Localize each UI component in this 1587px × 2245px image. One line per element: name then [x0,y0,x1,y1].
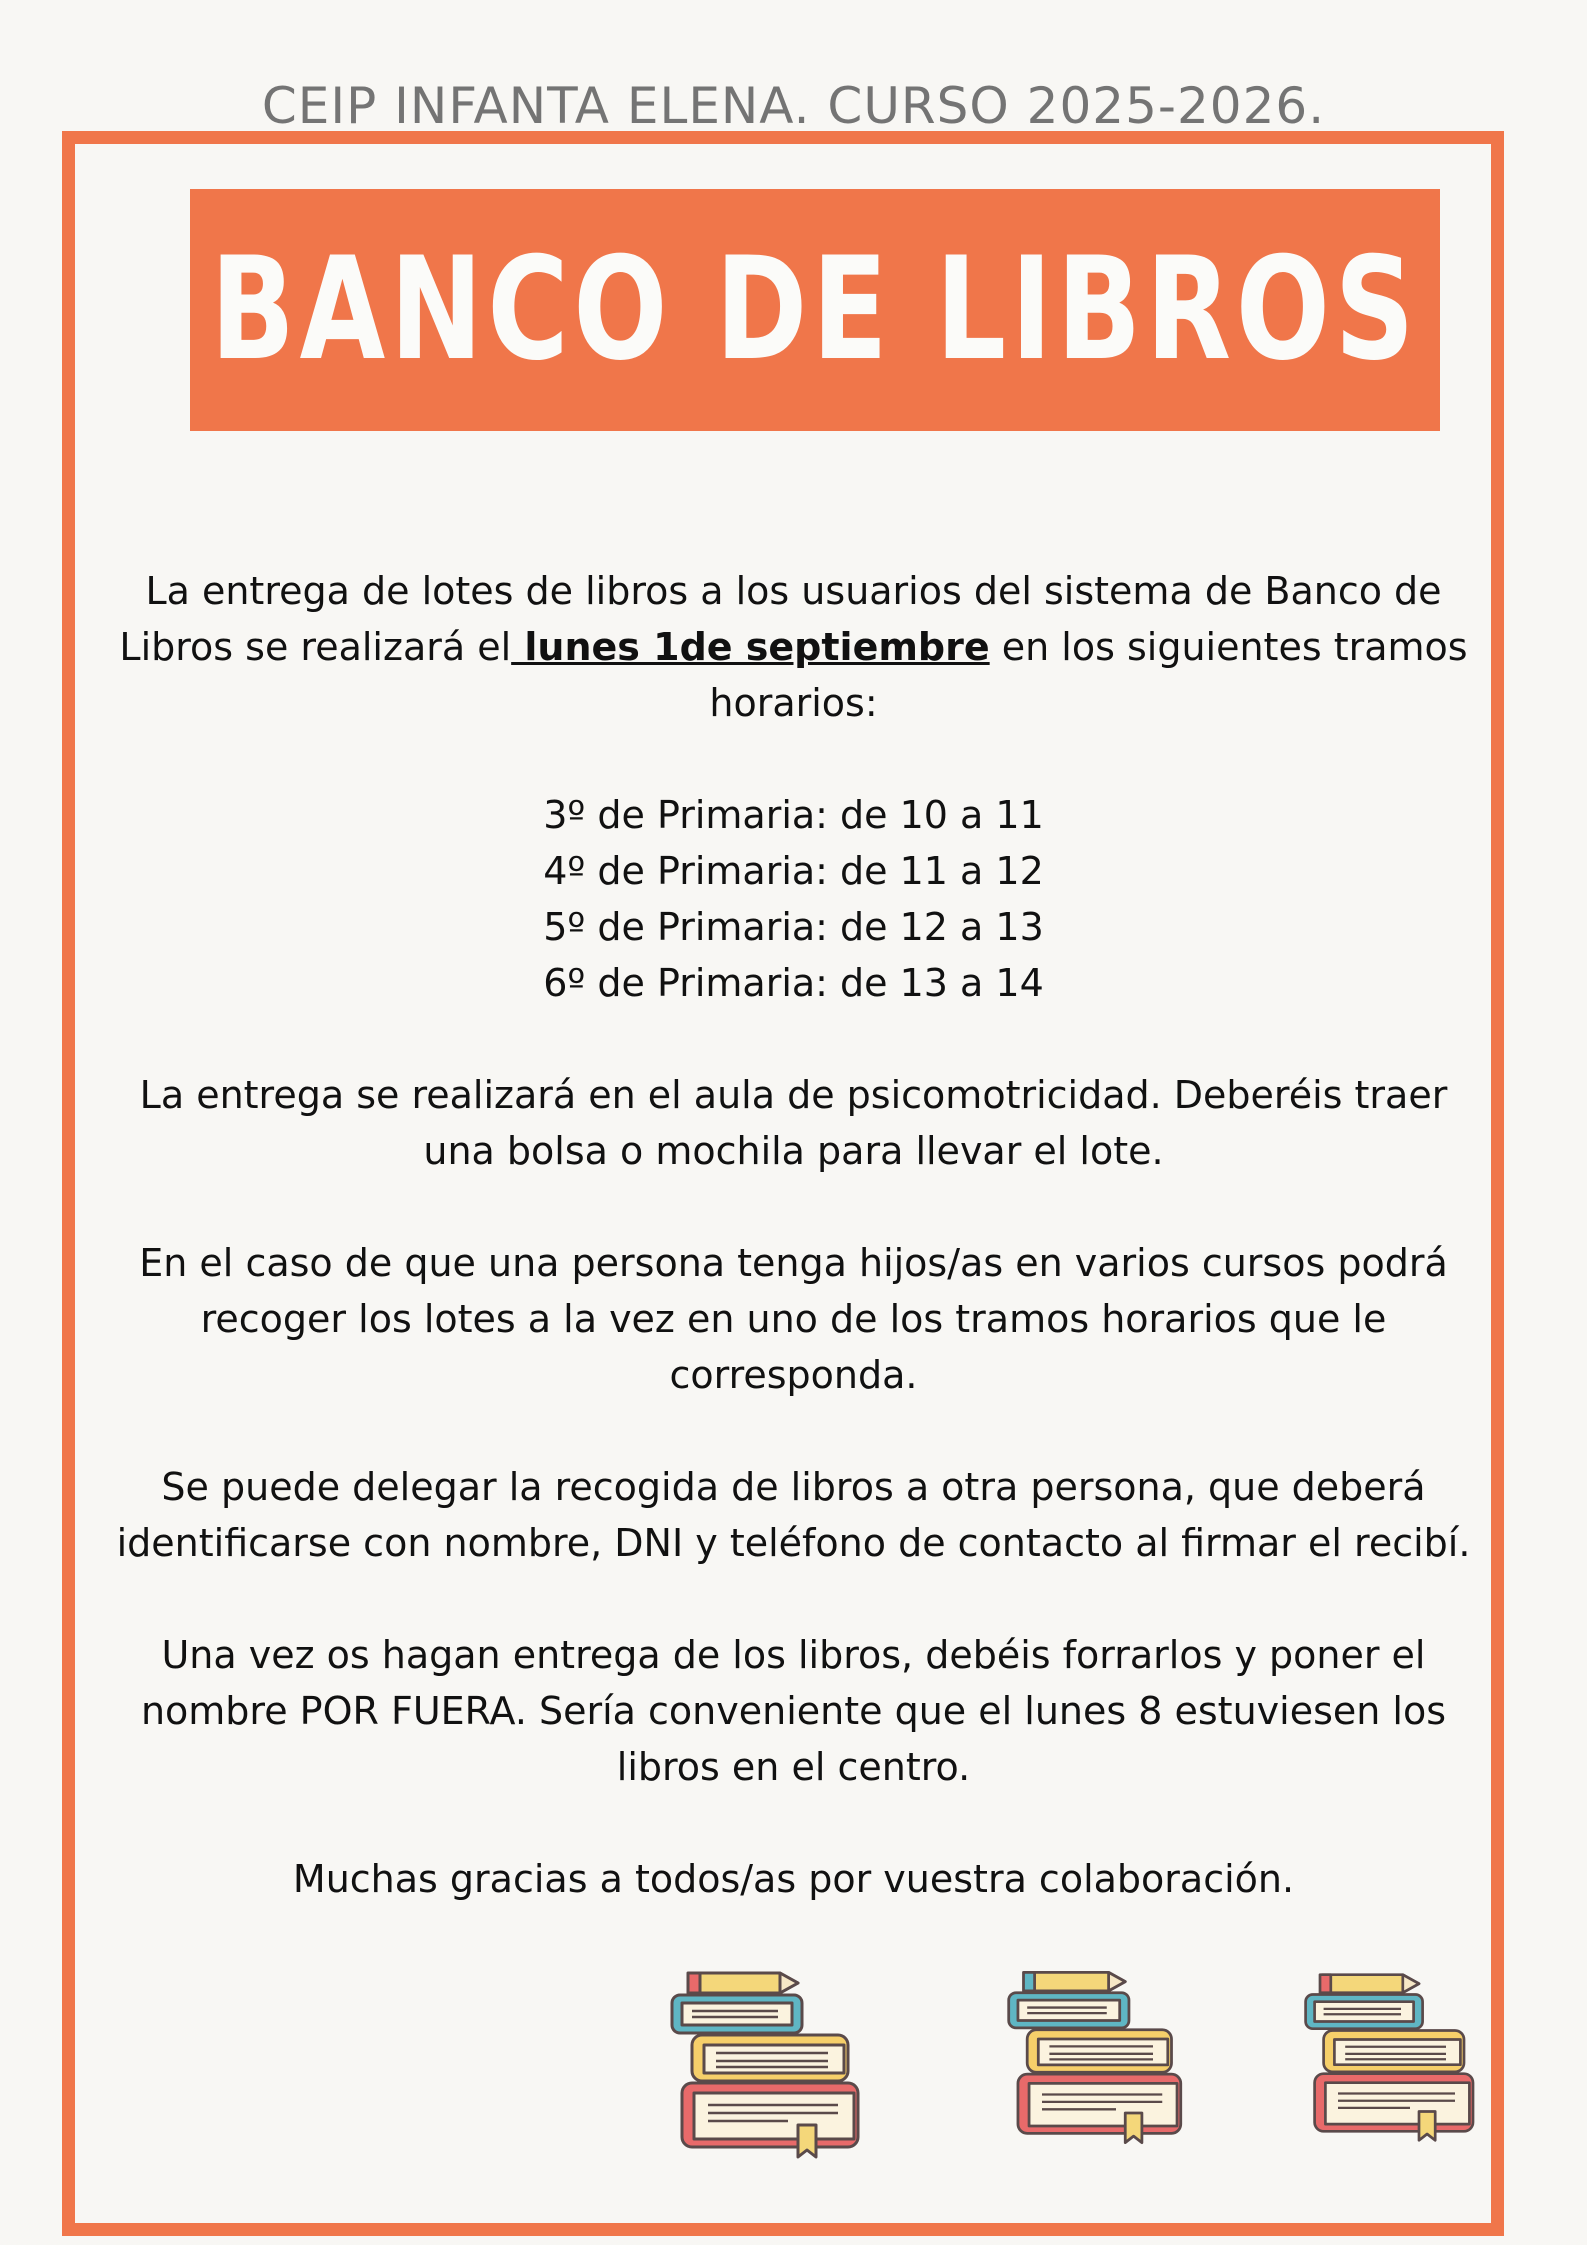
page-title: BANCO DE LIBROS [210,227,1420,392]
delegate-paragraph: Se puede delegar la recogida de libros a otra persona, que deberá identificarse con nombre, DNI y teléfono de contacto al firmar el recibí. [116,1465,1471,1565]
schedule-item: 4º de Primaria: de 11 a 12 [543,849,1044,893]
schedule-item: 3º de Primaria: de 10 a 11 [543,793,1044,837]
intro-text-before: La entrega de lotes de libros a los usuarios del sistema de Banco de Libros se realizará el [119,569,1442,669]
siblings-paragraph: En el caso de que una persona tenga hijos/as en varios cursos podrá recoger los lotes a la vez en uno de los tramos horarios que le corresponda. [139,1241,1448,1397]
schedule-item: 5º de Primaria: de 12 a 13 [543,905,1044,949]
book-stack-icon [1302,1965,1482,2150]
delivery-date: lunes 1de septiembre [511,625,990,669]
location-paragraph: La entrega se realizará en el aula de psicomotricidad. Deberéis traer una bolsa o mochila para llevar el lote. [139,1073,1448,1173]
book-stack-icon [1005,1965,1190,2150]
book-stack-icon [668,1965,868,2165]
thanks-paragraph: Muchas gracias a todos/as por vuestra colaboración. [292,1857,1295,1901]
title-banner [190,189,1440,431]
schedule-list [100,787,1487,1011]
schedule-item: 6º de Primaria: de 13 a 14 [543,961,1044,1005]
covers-paragraph: Una vez os hagan entrega de los libros, debéis forrarlos y poner el nombre POR FUERA. Sería conveniente que el lunes 8 estuviesen los libros en el centro. [140,1633,1447,1789]
intro-text-after: en los siguientes tramos horarios: [709,625,1468,725]
school-header: CEIP INFANTA ELENA. CURSO 2025-2026. [261,77,1326,135]
notice-body [100,563,1487,1963]
intro-paragraph [100,563,1487,731]
